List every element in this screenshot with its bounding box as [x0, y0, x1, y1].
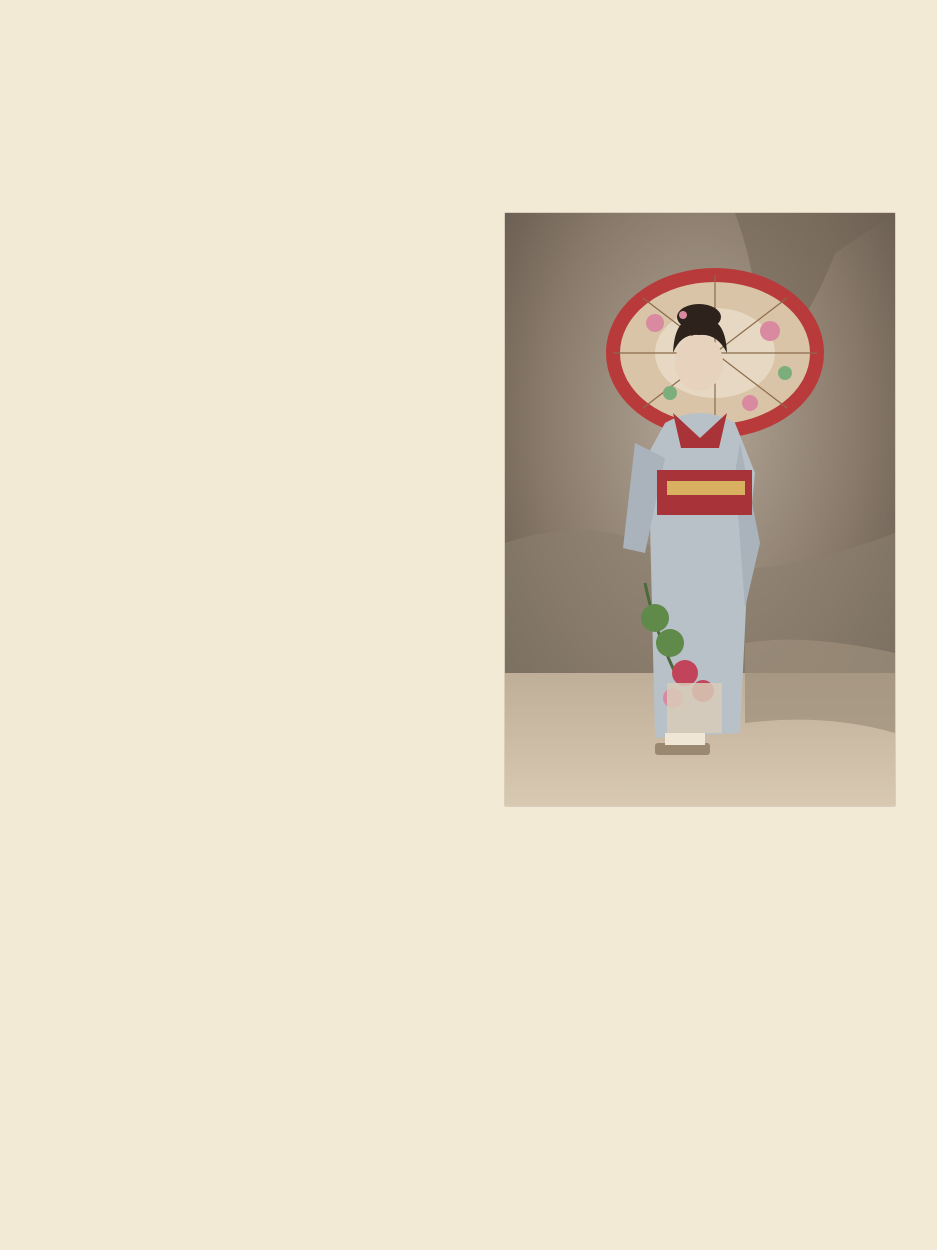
geisha-photograph-icon — [505, 213, 895, 806]
figure-photograph — [505, 213, 895, 806]
